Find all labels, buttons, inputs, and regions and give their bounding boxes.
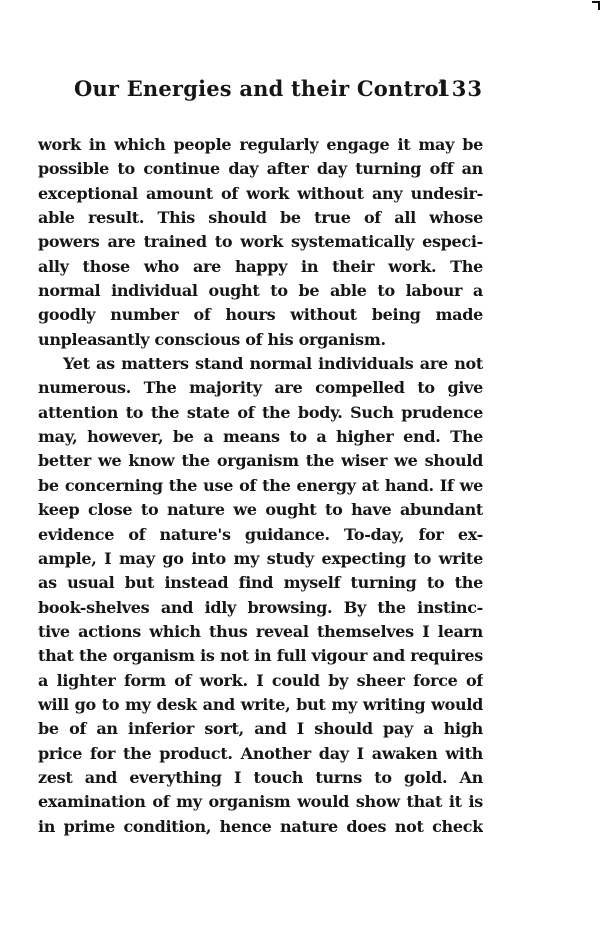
scan-corner-mark (592, 1, 600, 10)
running-header (38, 76, 483, 102)
text-line: a lighter form of work. I could by sheer force of (38, 670, 483, 690)
text-line: attention to the state of the body. Such prudence (38, 402, 483, 422)
page-title: Our Energies and their Control (73, 76, 448, 101)
text-line: ally those who are happy in their work. The (38, 256, 483, 276)
text-line: zest and everything I touch turns to gold. An (38, 767, 483, 787)
text-line: as usual but instead find myself turning to the (38, 573, 483, 593)
text-line: exceptional amount of work without any undesir- (38, 183, 483, 203)
text-line: book-shelves and idly browsing. By the instinc- (38, 597, 483, 617)
text-line: keep close to nature we ought to have abundant (38, 500, 483, 520)
text-line: normal individual ought to be able to labour a (38, 281, 483, 301)
text-line: possible to continue day after day turning off an (38, 159, 483, 179)
text-line: numerous. The majority are compelled to give (38, 378, 483, 398)
text-line: unpleasantly conscious of his organism. (38, 329, 386, 349)
text-line: be of an inferior sort, and I should pay a high (38, 719, 483, 739)
page-number: 133 (436, 76, 483, 101)
text-line: will go to my desk and write, but my writing would (38, 694, 483, 714)
text-line: evidence of nature's guidance. To-day, for ex- (38, 524, 483, 544)
text-line: price for the product. Another day I awaken with (38, 743, 483, 763)
text-line: better we know the organism the wiser we should (38, 451, 483, 471)
text-line: powers are trained to work systematically especi- (38, 232, 483, 252)
text-line: that the organism is not in full vigour and requires (38, 646, 483, 666)
text-line: may, however, be a means to a higher end. The (38, 427, 483, 447)
text-line: be concerning the use of the energy at hand. If we (38, 475, 483, 495)
text-line: Yet as matters stand normal individuals are not (63, 354, 483, 374)
text-line: tive actions which thus reveal themselves I learn (38, 621, 483, 641)
text-line: goodly number of hours without being made (38, 305, 483, 325)
text-line: examination of my organism would show that it is (38, 792, 483, 812)
page-body (38, 133, 483, 839)
text-line: ample, I may go into my study expecting to write (38, 548, 483, 568)
text-line: able result. This should be true of all whose (38, 208, 483, 228)
text-line: in prime condition, hence nature does not check (38, 816, 483, 836)
text-line: work in which people regularly engage it may be (38, 135, 483, 154)
